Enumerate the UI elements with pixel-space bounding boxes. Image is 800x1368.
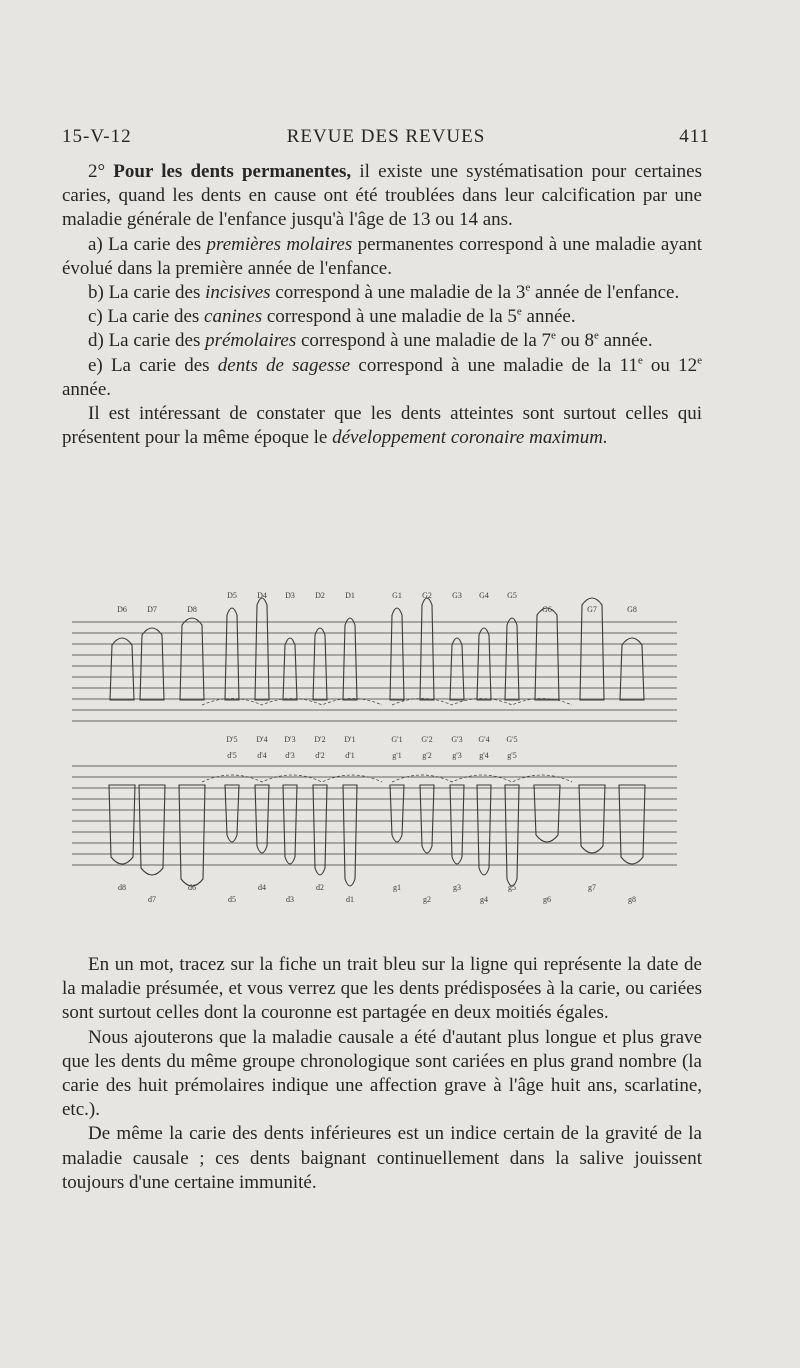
page-number: 411: [679, 126, 710, 147]
upper-tooth-label: D2: [315, 591, 325, 600]
upper-tooth: [140, 628, 164, 700]
upper-root-label: G'2: [421, 735, 433, 744]
upper-tooth-label: G1: [392, 591, 402, 600]
lower-tooth: [283, 785, 297, 864]
upper-tooth-label: D5: [227, 591, 237, 600]
paragraph-permanent-teeth: [62, 160, 702, 233]
item-c-pre: c) La carie des: [88, 306, 205, 328]
lower-tooth-label: d5: [228, 895, 236, 904]
item-e-em: dents de sagesse: [217, 354, 351, 376]
lower-tooth: [225, 785, 239, 842]
paragraph-summary: En un mot, tracez sur la fiche un trait bleu sur la ligne qui représente la date de la maladie présumée, et vous verrez que les dents prédisposées à la carie, ou cariées sont surtout celles dont la couronne est partagée en deux moitiés égales.: [62, 954, 702, 1024]
item-d-end: année.: [598, 330, 653, 352]
lower-tooth: [505, 785, 519, 886]
lower-tooth: [390, 785, 404, 842]
upper-tooth-label: D4: [257, 591, 267, 600]
item-c: [62, 305, 702, 329]
running-header: [62, 126, 710, 154]
upper-tooth-label: G6: [542, 605, 552, 614]
item-d-sup2: e: [593, 330, 599, 343]
lower-tooth-label: d1: [346, 895, 354, 904]
lower-tooth-label: g2: [423, 895, 431, 904]
item-e-post: correspond à une maladie de la 11: [350, 354, 638, 376]
item-a-post: permanentes correspond à une maladie ayant évolué dans la première année de l'enfance.: [62, 233, 702, 279]
item-c-post: correspond à une maladie de la 5: [262, 306, 517, 328]
upper-root-label: G'5: [506, 735, 518, 744]
upper-tooth-label: D1: [345, 591, 355, 600]
lower-tooth-label: g7: [588, 883, 596, 892]
item-c-em: canines: [204, 306, 263, 328]
upper-tooth: [420, 598, 434, 700]
paragraph-text: il existe une systématisation pour certaines caries, quand les dents en cause ont été troublées dans leur calcification par une maladie générale de l'enfance jusqu'à l'âge de 13 ou 14 ans.: [62, 161, 703, 231]
lower-tooth: [179, 785, 205, 886]
item-c-end: année.: [521, 306, 576, 328]
item-b-post: correspond à une maladie de la 3: [270, 282, 526, 304]
upper-tooth: [255, 598, 269, 700]
lower-root-label: g'2: [422, 751, 432, 760]
lower-tooth: [109, 785, 135, 864]
lower-tooth-label: d8: [118, 883, 126, 892]
upper-root-label: D'2: [314, 735, 326, 744]
dental-chart-figure: [52, 560, 702, 920]
upper-tooth: [283, 638, 297, 700]
bold-heading: Pour les dents permanentes,: [113, 161, 352, 182]
item-d-em: prémolaires: [205, 330, 297, 352]
item-d-pre: d) La carie des: [88, 330, 206, 352]
header-date: 15-V-12: [62, 126, 132, 147]
lower-root-label: d'3: [285, 751, 295, 760]
lower-root-label: d'4: [257, 751, 267, 760]
lower-root-label: d'2: [315, 751, 325, 760]
upper-tooth: [450, 638, 464, 700]
item-b-sup: e: [525, 281, 531, 294]
lower-tooth-label: g6: [543, 895, 551, 904]
item-e: [62, 354, 702, 402]
upper-tooth-label: G7: [587, 605, 597, 614]
item-d-post: correspond à une maladie de la 7: [296, 330, 552, 352]
upper-root-label: G'4: [478, 735, 490, 744]
lower-tooth-label: g3: [453, 883, 461, 892]
upper-tooth-label: G2: [422, 591, 432, 600]
lower-root-label: g'4: [479, 751, 489, 760]
lower-tooth-label: g4: [480, 895, 488, 904]
upper-tooth-label: G4: [479, 591, 489, 600]
lower-tooth: [450, 785, 464, 864]
paragraph-lower-teeth: De même la carie des dents inférieures est un indice certain de la gravité de la maladie causale ; ces dents baignant continuellement dans la salive jouissent toujours d'une certaine immunité.: [62, 1123, 702, 1193]
upper-tooth-label: D6: [117, 605, 127, 614]
bottom-text-block: [62, 953, 702, 1195]
lower-tooth: [139, 785, 165, 875]
lower-root-label: g'1: [392, 751, 402, 760]
upper-root-label: D'4: [256, 735, 268, 744]
item-a: [62, 233, 702, 281]
upper-tooth: [620, 638, 644, 700]
lower-root-label: d'1: [345, 751, 355, 760]
upper-tooth-label: D8: [187, 605, 197, 614]
lower-tooth-label: d4: [258, 883, 266, 892]
conclusion-em: développement coronaire maximum.: [332, 427, 608, 449]
upper-root-label: G'1: [391, 735, 403, 744]
item-b: [62, 281, 702, 305]
item-e-pre: e) La carie des: [88, 354, 218, 376]
lower-tooth-label: g1: [393, 883, 401, 892]
item-e-end: année.: [62, 378, 112, 400]
top-text-block: [62, 160, 702, 450]
lower-tooth: [313, 785, 327, 875]
item-a-em: premières molaires: [206, 233, 353, 255]
dental-chart-svg: [52, 560, 702, 920]
lower-root-label: g'3: [452, 751, 462, 760]
lower-tooth-label: d3: [286, 895, 294, 904]
upper-tooth-label: D7: [147, 605, 157, 614]
lower-tooth-label: d6: [188, 883, 196, 892]
paragraph-severity: Nous ajouterons que la maladie causale a été d'autant plus longue et plus grave que les dents du même groupe chronologique sont cariées en plus grand nombre (la carie des huit prémolaires indique une affection grave à l'âge huit ans, scarlatine, etc.).: [62, 1026, 702, 1121]
header-title: REVUE DES REVUES: [286, 126, 486, 147]
upper-root-label: D'3: [284, 735, 296, 744]
lower-tooth-label: g8: [628, 895, 636, 904]
upper-root-label: G'3: [451, 735, 463, 744]
conclusion-text: Il est intéressant de constater que les dents atteintes sont surtout celles qui présentent pour la même époque le: [62, 403, 702, 449]
upper-tooth-label: G5: [507, 591, 517, 600]
item-number: 2°: [88, 161, 106, 182]
upper-tooth-label: D3: [285, 591, 295, 600]
item-e-sup: e: [637, 354, 643, 367]
upper-tooth-label: G3: [452, 591, 462, 600]
item-b-em: incisives: [205, 282, 271, 304]
item-c-sup: e: [516, 305, 522, 318]
lower-tooth-label: d2: [316, 883, 324, 892]
upper-root-label: D'5: [226, 735, 238, 744]
paragraph-conclusion: [62, 402, 702, 450]
lower-tooth-label: g5: [508, 883, 516, 892]
upper-root-label: D'1: [344, 735, 356, 744]
item-b-pre: b) La carie des: [88, 282, 206, 304]
upper-tooth: [110, 638, 134, 700]
lower-tooth-label: d7: [148, 895, 156, 904]
item-d-mid: ou 8: [555, 330, 594, 352]
item-d: [62, 329, 702, 353]
upper-tooth: [477, 628, 491, 700]
lower-root-label: g'5: [507, 751, 517, 760]
dashed-crowns-lower-right: [392, 775, 572, 782]
item-e-mid: ou 12: [642, 354, 698, 376]
upper-tooth-label: G8: [627, 605, 637, 614]
item-b-end: année de l'enfance.: [530, 282, 680, 304]
lower-root-label: d'5: [227, 751, 237, 760]
lower-tooth: [534, 785, 560, 842]
lower-tooth: [619, 785, 645, 864]
item-a-pre: a) La carie des: [88, 233, 207, 255]
dashed-crowns-lower-left: [202, 775, 382, 782]
item-d-sup: e: [551, 330, 556, 343]
item-e-sup2: e: [697, 354, 703, 367]
lower-tooth: [343, 785, 357, 886]
lower-tooth: [477, 785, 491, 875]
upper-tooth: [313, 628, 327, 700]
